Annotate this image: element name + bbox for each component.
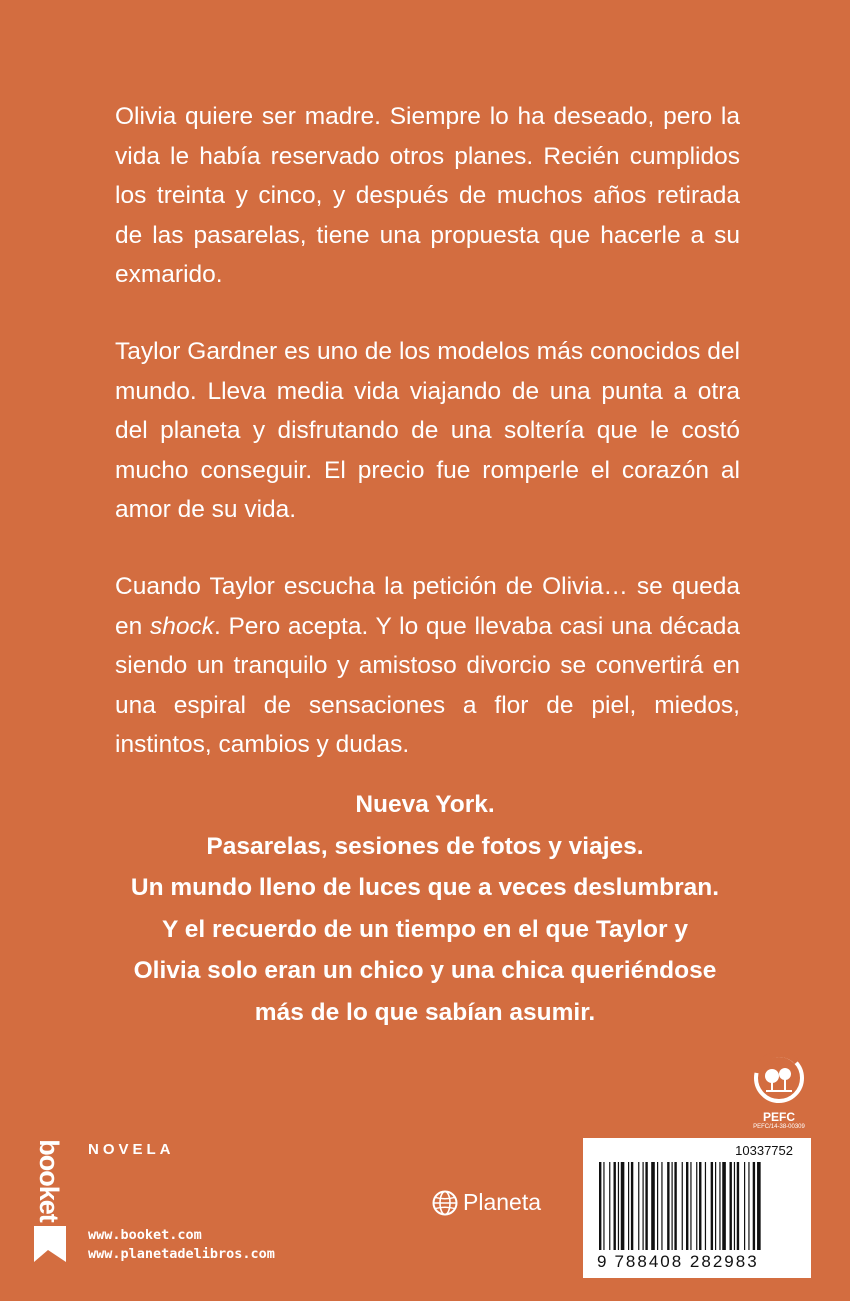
- booket-wordmark-text: booket: [33, 1138, 64, 1222]
- pefc-mark: [748, 1053, 810, 1130]
- pefc-code: PEFC/14-38-00309: [753, 1124, 805, 1130]
- planeta-globe-icon: [432, 1190, 458, 1216]
- tagline: [110, 784, 740, 1033]
- pefc-trees-icon: [752, 1053, 806, 1103]
- barcode-first-digit: 9: [597, 1252, 609, 1271]
- blurb-p3-emphasis: shock: [149, 612, 214, 640]
- tagline-line: Y el recuerdo de un tiempo en el que Taylor y: [162, 915, 688, 943]
- blurb-p3-start: Cuando Taylor escucha la petición de Olivia… se queda en: [115, 573, 740, 640]
- blurb-paragraph-3: [115, 567, 740, 765]
- tagline-line: Olivia solo eran un chico y una chica queriéndose: [133, 957, 717, 984]
- planeta-wordmark: Planeta: [463, 1189, 542, 1215]
- url-booket[interactable]: www.booket.com: [88, 1227, 202, 1243]
- publisher-urls: [88, 1226, 275, 1264]
- barcode-internal-code: 10337752: [735, 1143, 793, 1158]
- barcode-isbn: [597, 1252, 759, 1272]
- tagline-line: Pasarelas, sesiones de fotos y viajes.: [206, 832, 644, 860]
- pefc-label: PEFC: [762, 1110, 795, 1124]
- barcode: [583, 1138, 811, 1278]
- barcode-digits: 788408 282983: [614, 1252, 759, 1271]
- url-planetadelibros[interactable]: www.planetadelibros.com: [88, 1246, 275, 1262]
- genre-label: NOVELA: [88, 1141, 175, 1158]
- blurb-p3-end: . Pero acepta. Y lo que llevaba casi una década siendo un tranquilo y amistoso divorcio se convertirá en una espiral de sensaciones a flor de piel, miedos, instintos, cambios y dudas.: [115, 612, 740, 758]
- blurb-paragraph-1: Olivia quiere ser madre. Siempre lo ha deseado, pero la vida le había reservado otros planes. Recién cumplidos los treinta y cinco, y después de muchos años retirada de las pasarelas, tiene una propuesta que hacerle a su exmarido.: [115, 103, 740, 288]
- tagline-line: Nueva York.: [355, 791, 495, 818]
- blurb-paragraph-2: Taylor Gardner es uno de los modelos más conocidos del mundo. Lleva media vida viajando de una punta a otra del planeta y disfrutando de una soltería que le costó mucho conseguir. El precio fue romperle el corazón al amor de su vida.: [115, 338, 740, 523]
- booket-wordmark: [30, 1140, 66, 1220]
- barcode-icon: [599, 1162, 797, 1254]
- tagline-line: más de lo que sabían asumir.: [254, 998, 596, 1026]
- planeta-logo: [432, 1189, 541, 1216]
- tagline-line: Un mundo lleno de luces que a veces deslumbran.: [130, 874, 720, 901]
